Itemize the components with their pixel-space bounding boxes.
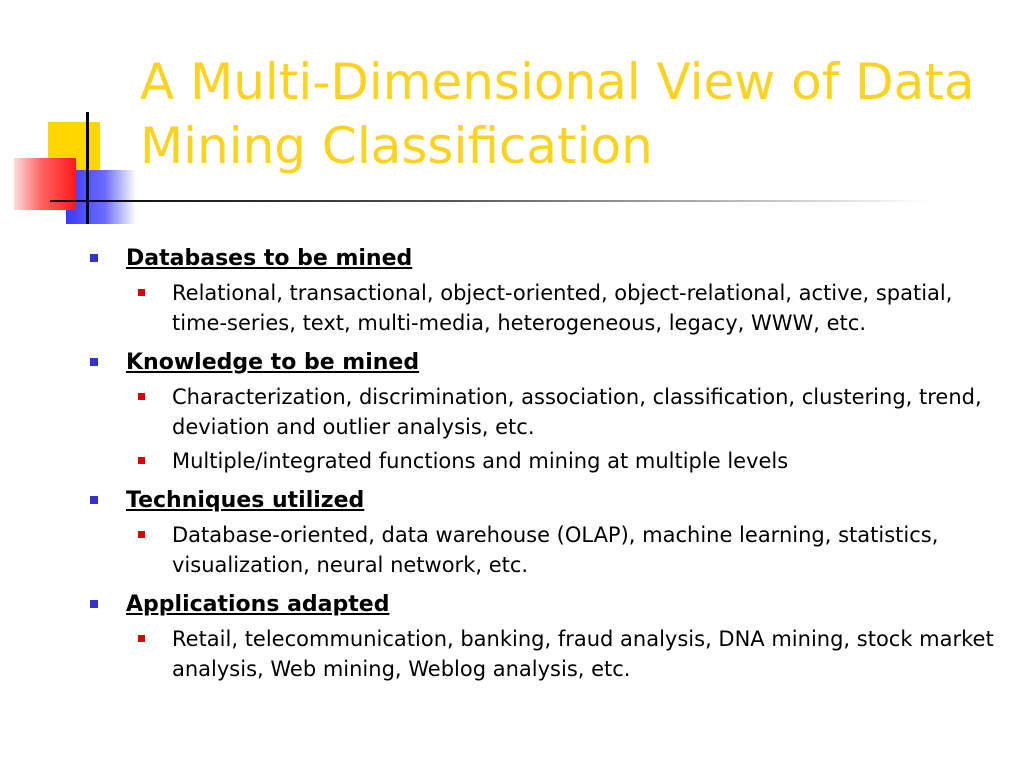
blue-bullet-icon — [90, 496, 98, 504]
red-bullet-icon — [138, 393, 145, 400]
bullet-heading: Applications adapted — [126, 592, 390, 617]
sub-bullet-text: Characterization, discrimination, association, classification, clustering, trend, deviation and outlier analysis, etc. — [172, 385, 982, 439]
bullet-item — [88, 486, 998, 580]
slide-title-line-1: A Multi-Dimensional View of Data — [140, 53, 975, 111]
bullet-item — [88, 590, 998, 684]
bullet-item — [88, 244, 998, 338]
sub-bullet-item — [126, 520, 998, 580]
blue-bullet-icon — [90, 358, 98, 366]
sub-bullet-text: Database-oriented, data warehouse (OLAP), machine learning, statistics, visualization, neural network, etc. — [172, 523, 939, 577]
blue-square-decoration — [66, 170, 136, 224]
blue-bullet-icon — [90, 600, 98, 608]
bullet-heading: Knowledge to be mined — [126, 350, 420, 375]
bullet-heading: Techniques utilized — [126, 488, 365, 513]
red-bullet-icon — [138, 635, 145, 642]
sub-bullet-text: Retail, telecommunication, banking, fraud analysis, DNA mining, stock market analysis, Web mining, Weblog analysis, etc. — [172, 627, 994, 681]
bullet-list — [88, 244, 998, 684]
red-bullet-icon — [138, 289, 145, 296]
sub-bullet-text: Relational, transactional, object-oriented, object-relational, active, spatial, time-series, text, multi-media, heterogeneous, legacy, WWW, etc. — [172, 281, 953, 335]
red-bullet-icon — [138, 531, 145, 538]
slide-title-line-2: Mining Classification — [140, 117, 653, 175]
sub-bullet-item — [126, 624, 998, 684]
sub-bullet-item — [126, 446, 998, 476]
sub-bullet-item — [126, 382, 998, 442]
blue-bullet-icon — [90, 254, 98, 262]
vertical-divider-line — [86, 112, 89, 224]
bullet-heading: Databases to be mined — [126, 246, 413, 271]
red-bullet-icon — [138, 457, 145, 464]
slide-title — [140, 50, 1000, 178]
red-square-decoration — [14, 158, 76, 210]
bullet-item — [88, 348, 998, 476]
title-underline-rule — [50, 200, 930, 202]
sub-bullet-item — [126, 278, 998, 338]
sub-bullet-text: Multiple/integrated functions and mining at multiple levels — [172, 449, 789, 473]
